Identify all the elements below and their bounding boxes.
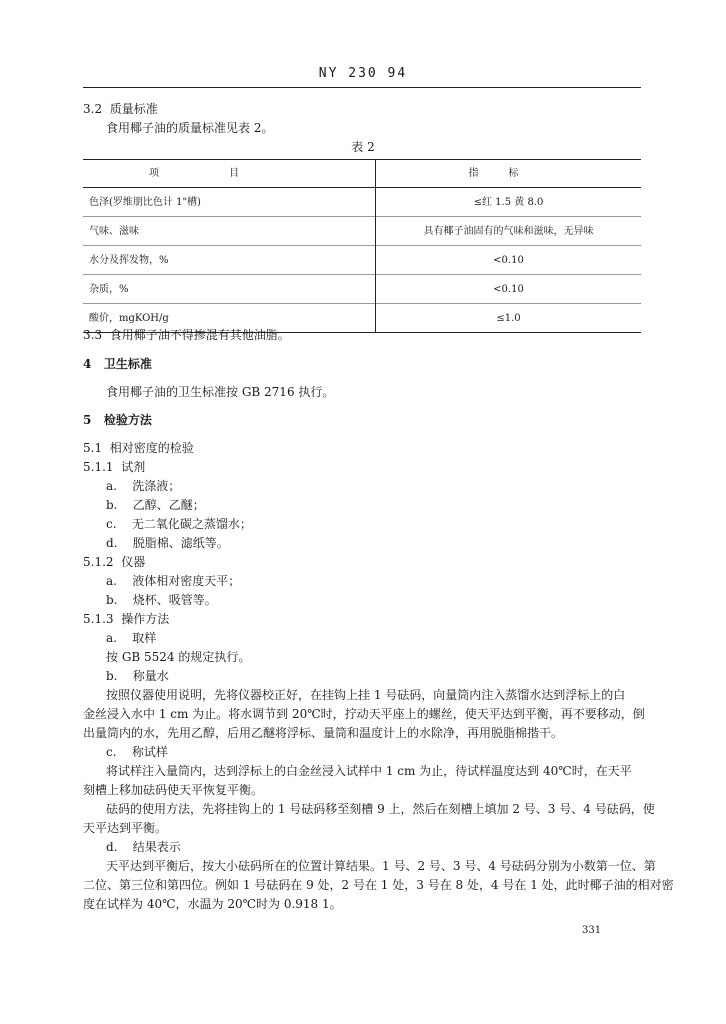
section-number: 5.1.2 (83, 555, 114, 569)
list-label: b. (106, 593, 118, 607)
list-item (106, 517, 252, 533)
subsection-b-heading (106, 669, 169, 685)
paragraph-line: 天平达到平衡。 (83, 821, 168, 835)
list-item (106, 536, 229, 552)
section-text: 食用椰子油不得掺混有其他油脂。 (109, 328, 290, 342)
table-cell-value: <0.10 (376, 246, 642, 275)
section-5-heading (83, 413, 152, 429)
paragraph-line: 刻槽上移加砝码使天平恢复平衡。 (83, 783, 264, 797)
list-label: a. (106, 479, 117, 493)
list-text: 洗涤液； (132, 479, 181, 493)
section-5-1-1-heading (83, 460, 145, 476)
page-header: NY 230 94 (318, 66, 408, 81)
list-label: d. (106, 840, 118, 854)
list-text: 无二氧化碳之蒸馏水； (131, 517, 252, 531)
list-text: 称试样 (131, 745, 168, 759)
paragraph-line: 天平达到平衡后，按大小砝码所在的位置计算结果。1 号、2 号、3 号、4 号砝码分别为小数第一位、第 (106, 859, 656, 873)
section-number: 5.1.3 (83, 612, 114, 626)
section-number: 3.2 (83, 102, 103, 116)
paragraph-line: 按照仪器使用说明，先将仪器校正好，在挂钩上挂 1 号砝码，向量筒内注入蒸馏水达到浮标上的白 (106, 688, 626, 702)
list-label: a. (106, 574, 117, 588)
table-caption: 表 2 (351, 140, 375, 154)
column-header-value: 指标 (376, 160, 642, 188)
subsection-a-heading (106, 631, 156, 647)
column-header-item: 项目 (83, 160, 376, 188)
subsection-a-text: 按 GB 5524 的规定执行。 (106, 650, 251, 664)
section-title: 检验方法 (103, 413, 152, 427)
page-number: 331 (582, 925, 602, 936)
paragraph-line: 出量筒内的水，先用乙醇，后用乙醚将浮标、量筒和温度计上的水除净，再用脱脂棉揩干。 (83, 726, 564, 740)
table-cell-item: 水分及挥发物，% (83, 246, 376, 275)
subsection-c-heading (106, 745, 168, 761)
list-text: 脱脂棉、滤纸等。 (132, 536, 229, 550)
quality-table (83, 159, 641, 333)
list-label: d. (106, 536, 118, 550)
list-label: a. (106, 631, 117, 645)
subsection-d-heading (106, 840, 181, 856)
list-text: 乙醇、乙醚； (132, 498, 205, 512)
section-title: 操作方法 (121, 612, 170, 626)
section-5-1-2-heading (83, 555, 145, 571)
list-text: 称量水 (132, 669, 169, 683)
table-cell-value: ≤1.0 (376, 304, 642, 333)
section-3-2-heading (83, 102, 158, 118)
paragraph-line: 砝码的使用方法，先将挂钩上的 1 号砝码移至刻槽 9 上，然后在刻槽上填加 2 号、3 号、4 号砝码，使 (106, 802, 655, 816)
list-text: 取样 (132, 631, 157, 645)
table-cell-value: ≤红 1.5 黄 8.0 (473, 196, 544, 208)
section-title: 相对密度的检验 (109, 441, 194, 455)
list-text: 烧杯、吸管等。 (132, 593, 217, 607)
list-text: 液体相对密度天平； (132, 574, 241, 588)
table-row (83, 246, 641, 275)
section-title: 试剂 (121, 460, 146, 474)
section-title: 卫生标准 (103, 357, 152, 371)
list-text: 结果表示 (132, 840, 181, 854)
paragraph-line: 金丝浸入水中 1 cm 为止。将水调节到 20℃时，拧动天平座上的螺丝，使天平达到平衡，再不要移动，倒 (83, 707, 645, 721)
header-rule (83, 87, 641, 88)
section-number: 5.1 (83, 441, 103, 455)
list-label: b. (106, 669, 118, 683)
table-cell-item: 酸价，mgKOH/g (83, 304, 376, 333)
table-row (83, 217, 641, 246)
list-label: c. (106, 517, 117, 531)
section-number: 5.1.1 (83, 460, 114, 474)
section-title: 质量标准 (109, 102, 158, 116)
table-header-row (83, 160, 641, 188)
paragraph-line: 二位、第三位和第四位。例如 1 号砝码在 9 处，2 号在 1 处，3 号在 8 处，4 号在 1 处，此时椰子油的相对密 (83, 878, 674, 892)
section-number: 3.3 (83, 328, 103, 342)
section-3-3 (83, 328, 290, 344)
table-cell-item: 色泽(罗维朋比色计 1"槽) (83, 188, 376, 217)
section-number: 5 (83, 413, 92, 427)
section-3-2-text: 食用椰子油的质量标准见表 2。 (106, 121, 274, 135)
table-cell-item: 气味、滋味 (83, 217, 376, 246)
list-item (106, 498, 205, 514)
section-title: 仪器 (121, 555, 146, 569)
list-item (106, 574, 240, 590)
table-cell-value: 具有椰子油固有的气味和滋味，无异味 (376, 217, 642, 246)
table-row (83, 188, 641, 217)
list-label: b. (106, 498, 118, 512)
paragraph-line: 度在试样为 40℃，水温为 20℃时为 0.918 1。 (83, 897, 342, 911)
section-number: 4 (83, 357, 92, 371)
section-5-1-heading (83, 441, 194, 457)
list-item (106, 593, 217, 609)
table-cell-value: <0.10 (376, 275, 642, 304)
section-4-heading (83, 357, 152, 373)
paragraph-line: 将试样注入量筒内，达到浮标上的白金丝浸入试样中 1 cm 为止，待试样温度达到 40℃时，在天平 (106, 764, 632, 778)
table-row (83, 275, 641, 304)
table-cell-item: 杂质，% (83, 275, 376, 304)
section-4-text: 食用椰子油的卫生标准按 GB 2716 执行。 (106, 385, 335, 399)
list-label: c. (106, 745, 117, 759)
section-5-1-3-heading (83, 612, 169, 628)
list-item (106, 479, 180, 495)
